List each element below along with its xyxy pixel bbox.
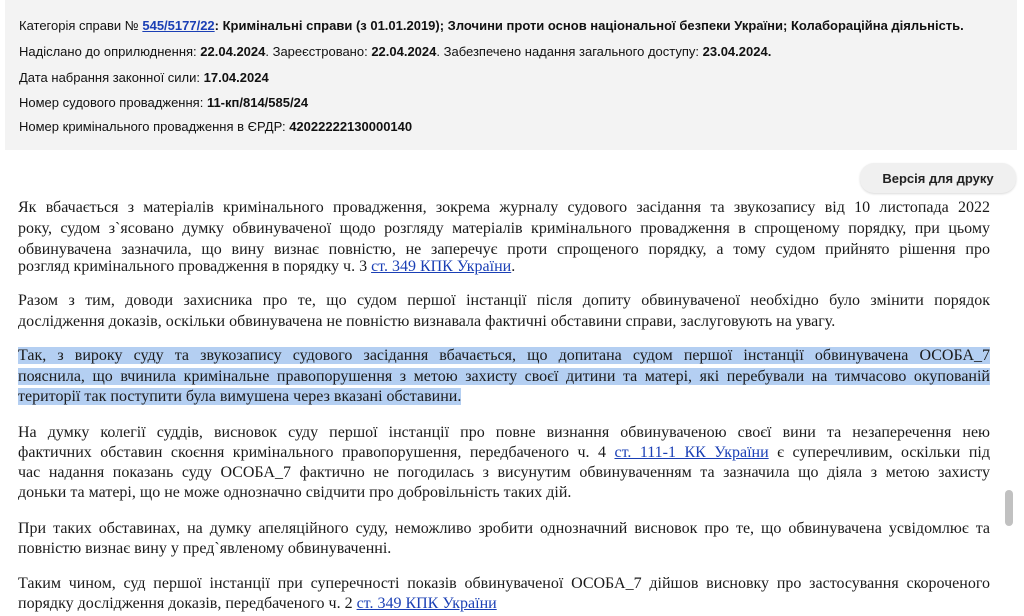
paragraph-1-line-3: обвинувачена зазначила, що вину визнає повністю, не заперечує проти спрощеного порядку, а тому судом прийнято рішення про <box>18 241 990 258</box>
case-category-label: Категорія справи № <box>19 18 143 33</box>
paragraph-1-line-4-text: розгляд кримінального провадження в порядку ч. 3 <box>18 258 372 275</box>
court-proceeding-line <box>19 95 308 110</box>
document-text <box>0 150 1024 616</box>
registered-date: 22.04.2024 <box>371 44 437 59</box>
paragraph-4-line-2 <box>18 443 990 463</box>
paragraph-3-line-1 <box>18 346 990 366</box>
scrollbar-thumb[interactable] <box>1005 490 1013 526</box>
effective-date-label: Дата набрання законної сили: <box>19 70 204 85</box>
law-link-art-349[interactable]: ст. 349 КПК України <box>371 258 512 275</box>
paragraph-1-line-1: Як вбачається з матеріалів кримінального провадження, зокрема журналу судового засідання та звукозапису від 10 листопада 2022 <box>18 199 990 216</box>
paragraph-4-line-2-text-a: фактичних обставин скоєння кримінального правопорушення, передбаченого ч. 4 <box>18 444 615 461</box>
paragraph-4-line-2-text-b: є суперечливим, оскільки під <box>768 444 990 461</box>
effective-date-line <box>19 70 269 85</box>
paragraph-1-line-4 <box>18 257 990 277</box>
paragraph-4-line-3: час надання показань суду ОСОБА_7 фактично не погодилась з висунутим обвинуваченням та зазначила що діяла з метою захисту <box>18 464 990 481</box>
paragraph-5-line-1: При таких обставинах, на думку апеляційного суду, неможливо зробити однозначний висновок про те, що обвинувачена усвідомлює та <box>18 520 990 537</box>
case-number-link[interactable]: 545/5177/22 <box>142 18 215 33</box>
criminal-proceeding-line <box>19 119 412 134</box>
scrollbar[interactable] <box>1004 150 1018 616</box>
paragraph-4-line-1: На думку колегії суддів, висновок суду першої інстанції про повне визнання обвинуваченою своєї вини та незаперечення нею <box>18 424 990 441</box>
highlighted-text: Так, з вироку суду та звукозапису судового засідання вбачається, що допитана судом першої інстанції обвинувачена ОСОБА_7 <box>18 347 990 364</box>
paragraph-6-line-1: Таким чином, суд першої інстанції при суперечності показів обвинуваченої ОСОБА_7 дійшов висновку про застосування скороченого <box>18 575 990 592</box>
paragraph-2-line-1: Разом з тим, доводи захисника про те, що судом першої інстанції після допиту обвинуваченої необхідно було змінити порядок <box>18 292 990 309</box>
highlighted-text: пояснила, що вчинила кримінальне правопорушення з метою захисту своєї дитини та матері, які перебували на тимчасово окупованій <box>18 368 990 385</box>
court-proceeding-number: 11-кп/814/585/24 <box>206 95 309 110</box>
paragraph-3-line-3 <box>18 387 990 407</box>
paragraph-2-line-2: дослідження доказів, оскільки обвинувачена не повністю визнавала фактичні обставини справи, заслуговують на увагу. <box>18 313 836 330</box>
paragraph-5-line-2: повністю визнає вину у пред`явленому обвинуваченні. <box>18 540 392 557</box>
case-metadata-panel <box>5 0 1017 150</box>
dates-end-dot: . <box>767 44 772 59</box>
print-version-button[interactable]: Версія для друку <box>860 163 1016 193</box>
public-access-date: 23.04.2024 <box>702 44 768 59</box>
sent-date: 22.04.2024 <box>200 44 266 59</box>
law-link-art-349-b[interactable]: ст. 349 КПК України <box>356 595 497 612</box>
law-link-art-111-1[interactable]: ст. 111-1 КК України <box>614 444 769 461</box>
case-category-line <box>19 18 964 33</box>
paragraph-3-line-2 <box>18 367 990 387</box>
publication-dates-line <box>19 44 771 59</box>
highlighted-text: території так поступити була вимушена через вказані обставини. <box>18 388 462 405</box>
paragraph-6-line-2 <box>18 594 990 614</box>
paragraph-4-line-4: доньки та матері, що не може однозначно свідчити про добровільність таких дій. <box>18 484 572 501</box>
paragraph-1-line-2: року, судом з`ясовано думку обвинуваченої щодо розгляду матеріалів кримінального провадження в спрощеному порядку, при цьому <box>18 220 990 237</box>
criminal-proceeding-label: Номер кримінального провадження в ЄРДР: <box>19 119 290 134</box>
court-proceeding-label: Номер судового провадження: <box>19 95 207 110</box>
paragraph-1-end: . <box>511 258 516 275</box>
case-category-value: : Кримінальні справи (з 01.01.2019); Злочини проти основ національної безпеки України; Колабораційна діяльність. <box>214 18 964 33</box>
registered-label: . Зареєстровано: <box>265 44 372 59</box>
public-access-label: . Забезпечено надання загального доступу: <box>436 44 703 59</box>
sent-label: Надіслано до оприлюднення: <box>19 44 201 59</box>
paragraph-6-line-2-text: порядку дослідження доказів, передбаченого ч. 2 <box>18 595 357 612</box>
effective-date: 17.04.2024 <box>203 70 269 85</box>
criminal-proceeding-number: 42022222130000140 <box>289 119 413 134</box>
